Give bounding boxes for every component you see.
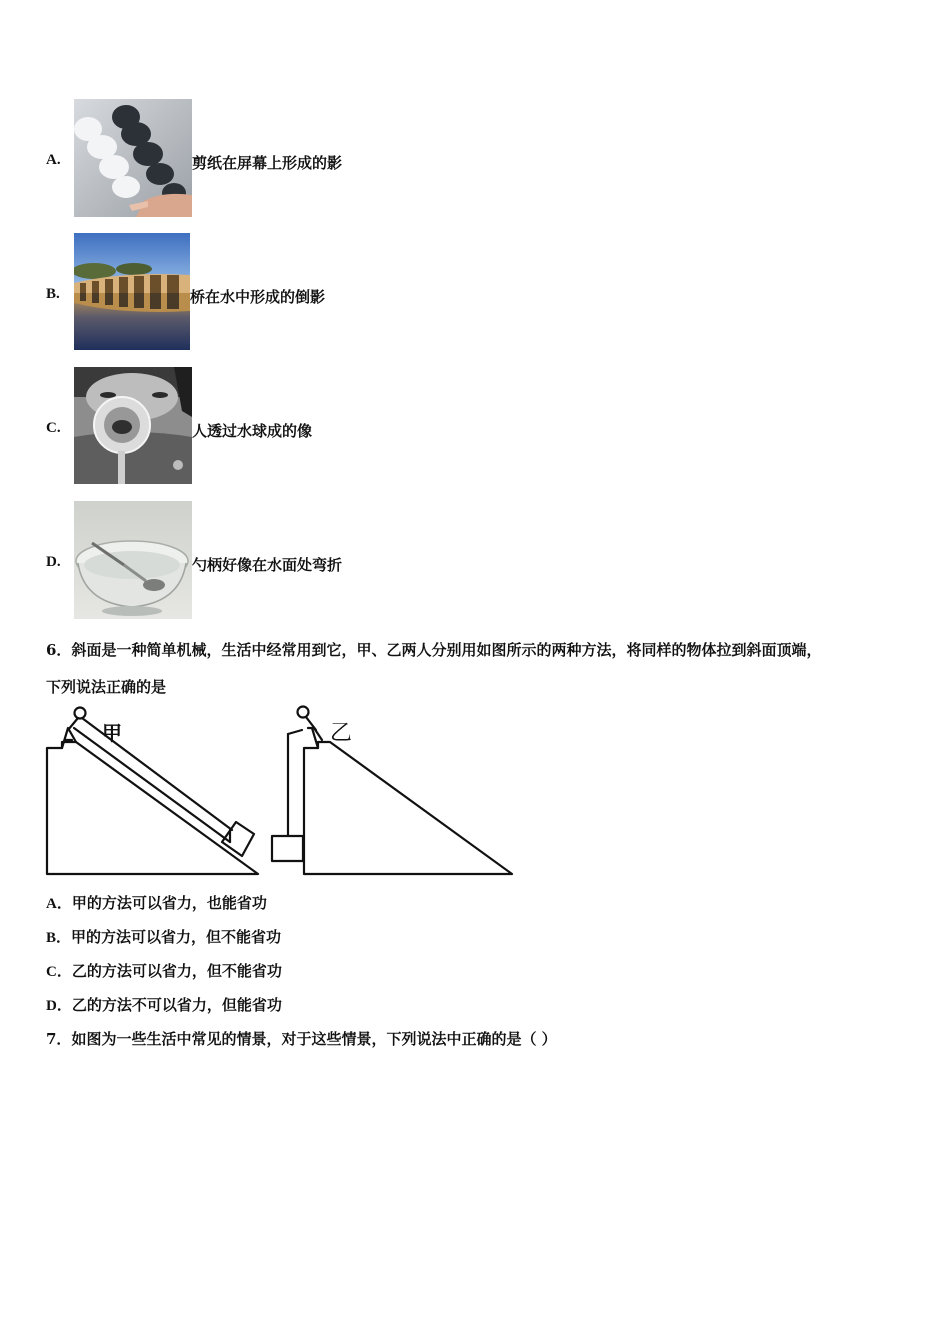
question-6-choice-c[interactable]: [46, 960, 282, 981]
spoon-in-water-photo: [74, 501, 192, 619]
option-b-letter: B.: [46, 286, 60, 302]
question-6-line-2: 下列说法正确的是: [46, 678, 167, 696]
choice-c-letter: C．: [46, 964, 72, 980]
water-ball-image-photo: [74, 367, 192, 484]
question-7-stem: 如图为一些生活中常见的情景，对于这些情景，下列说法中正确的是（ ）: [71, 1030, 557, 1048]
label-yi: 乙: [330, 721, 353, 746]
option-c-text: 人透过水球成的像: [192, 422, 313, 440]
choice-d-letter: D．: [46, 998, 72, 1014]
question-6-number: 6．: [46, 641, 72, 659]
option-d-letter: D.: [46, 554, 61, 570]
choice-a-letter: A．: [46, 896, 72, 912]
bridge-reflection-photo: [74, 233, 190, 350]
question-6-choice-b[interactable]: [46, 926, 281, 947]
question-6-line-1: [46, 639, 821, 660]
option-c-letter: C.: [46, 420, 61, 436]
choice-d-text: 乙的方法不可以省力，但能省功: [71, 996, 282, 1014]
incline-left-jia: [47, 708, 258, 875]
choice-c-text: 乙的方法可以省力，但不能省功: [71, 962, 282, 980]
incline-right-yi: [272, 707, 512, 875]
choice-b-text: 甲的方法可以省力，但不能省功: [71, 928, 282, 946]
question-6-stem-line-1: 斜面是一种简单机械，生活中经常用到它，甲、乙两人分别用如图所示的两种方法，将同样的物体拉到斜面顶端，: [71, 641, 822, 659]
question-7-number: 7．: [46, 1030, 72, 1048]
label-jia: 甲: [102, 721, 122, 745]
option-a-text: 剪纸在屏幕上形成的影: [192, 154, 343, 172]
choice-a-text: 甲的方法可以省力，也能省功: [71, 894, 267, 912]
choice-b-letter: B．: [46, 930, 72, 946]
question-6-choice-a[interactable]: [46, 892, 267, 913]
question-7: [46, 1028, 557, 1049]
paper-cut-shadow-photo: [74, 99, 192, 217]
option-d-text: 勺柄好像在水面处弯折: [192, 556, 343, 574]
incline-figure: [40, 700, 530, 882]
option-a-letter: A.: [46, 152, 61, 168]
question-6-choice-d[interactable]: [46, 994, 282, 1015]
option-b-text: 桥在水中形成的倒影: [190, 288, 326, 306]
